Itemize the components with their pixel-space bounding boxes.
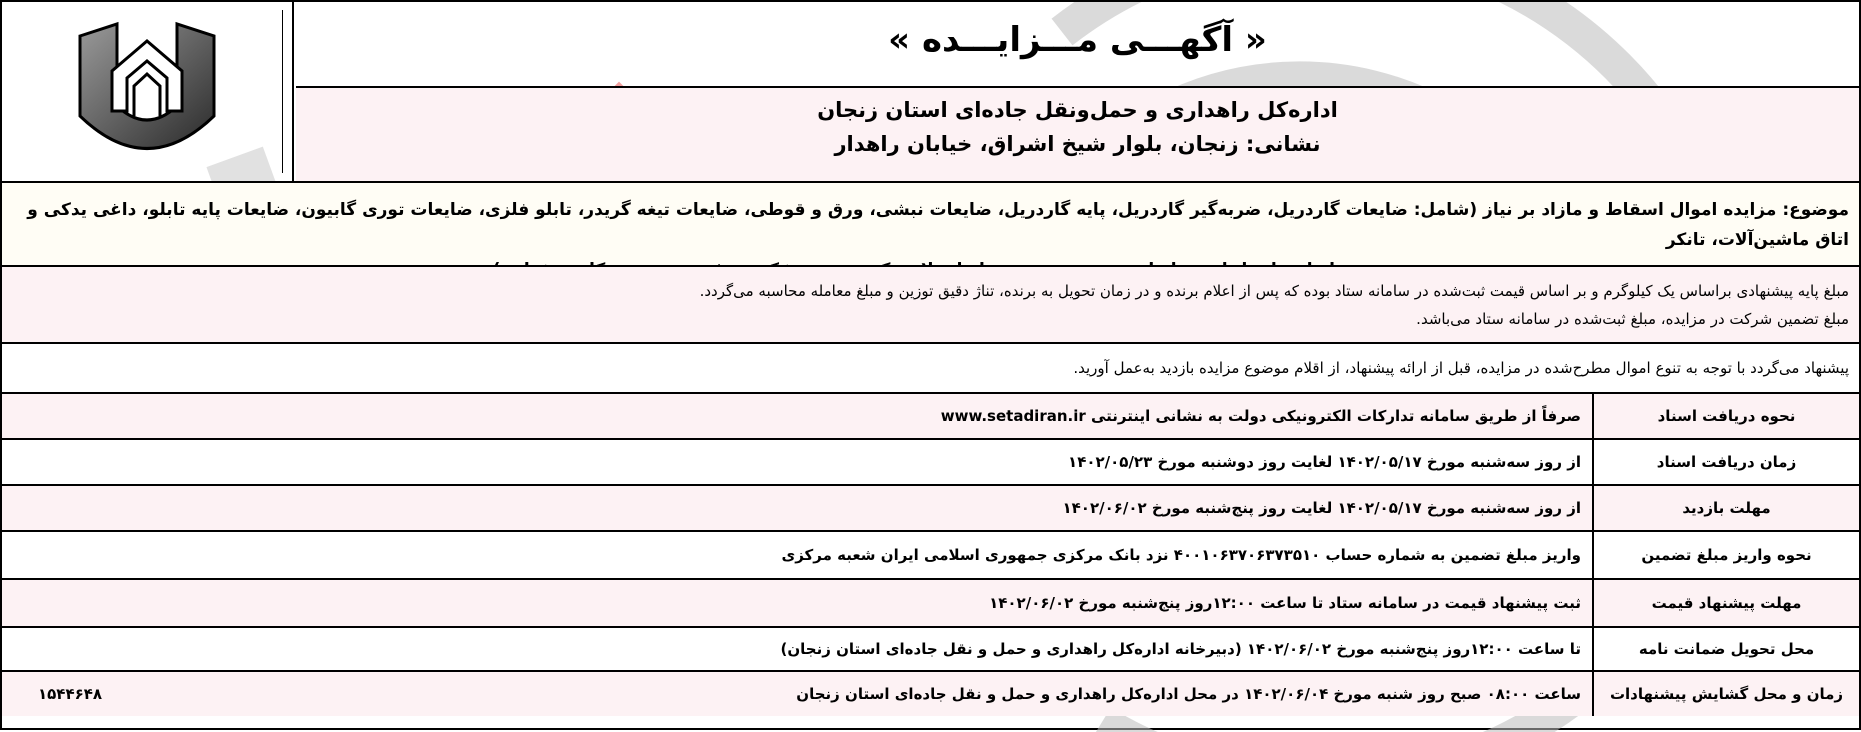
subject-line-1: موضوع: مزایده اموال اسقاط و مازاد بر نیاز (شامل: ضایعات گاردریل، ضربه‌گیر گاردریل، پایه گاردریل، ضایعات نبشی، ورق و قوطی، ضایعات تیغه گریدر، تابلو فلزی، ضایعات توری گابیون، ضایعات پایه تابلو، داغی یدکی و اتاق ماشین‌آلات، تانکر [27, 200, 1849, 250]
table-row [2, 628, 1859, 672]
base-price-section [2, 267, 1859, 344]
organization-address: نشانی: زنجان، بلوار شیخ اشراق، خیابان راهدار [834, 132, 1321, 156]
row-value: ساعت ۰۸:۰۰ صبح روز شنبه مورخ ۱۴۰۲/۰۶/۰۴ در محل اداره‌کل راهداری و حمل و نقل جاده‌ای استان زنجان [796, 685, 1581, 703]
base-price-line-2: مبلغ تضمین شرکت در مزایده، مبلغ ثبت‌شده در سامانه ستاد می‌باشد. [1416, 310, 1849, 328]
row-label: زمان و محل گشایش پیشنهادات [1592, 672, 1859, 716]
row-value: از روز سه‌شنبه مورخ ۱۴۰۲/۰۵/۱۷ لغایت روز دوشنبه مورخ ۱۴۰۲/۰۵/۲۳ [1068, 453, 1581, 471]
organization-name: اداره‌کل راهداری و حمل‌ونقل جاده‌ای استان زنجان [817, 98, 1338, 122]
row-label: مهلت پیشنهاد قیمت [1592, 580, 1859, 626]
notice-title: « آگهـــی مـــزایـــده » [888, 20, 1267, 60]
subject-section [2, 183, 1859, 267]
rmto-logo-icon [72, 16, 222, 166]
table-row [2, 440, 1859, 486]
organization-cell [296, 88, 1859, 181]
visit-advice-section [2, 344, 1859, 394]
table-row [2, 672, 1859, 716]
base-price-line-1: مبلغ پایه پیشنهادی براساس یک کیلوگرم و بر اساس قیمت ثبت‌شده در سامانه ستاد بوده که پس از اعلام برنده و در زمان تحویل به برنده، تناژ دقیق توزین و مبلغ معامله محاسبه می‌گردد. [699, 282, 1849, 300]
ad-code: ۱۵۴۴۶۴۸ [38, 685, 103, 703]
row-label: محل تحویل ضمانت نامه [1592, 628, 1859, 670]
logo-frame [12, 10, 283, 173]
row-label: زمان دریافت اسناد [1592, 440, 1859, 484]
row-value: واریز مبلغ تضمین به شماره حساب ۴۰۰۱۰۶۳۷۰۶۳۷۳۵۱۰ نزد بانک مرکزی جمهوری اسلامی ایران شعبه مرکزی [781, 546, 1581, 564]
row-value: ثبت پیشنهاد قیمت در سامانه ستاد تا ساعت ۱۲:۰۰روز پنج‌شنبه مورخ ۱۴۰۲/۰۶/۰۲ [989, 594, 1581, 612]
row-value: صرفاً از طریق سامانه تدارکات الکترونیکی دولت به نشانی اینترنتی www.setadiran.ir [940, 407, 1581, 425]
row-label: نحوه واریز مبلغ تضمین [1592, 532, 1859, 578]
table-row [2, 532, 1859, 580]
title-cell [296, 2, 1859, 88]
logo-cell [2, 2, 294, 181]
row-label: نحوه دریافت اسناد [1592, 394, 1859, 438]
table-row [2, 580, 1859, 628]
table-row [2, 486, 1859, 532]
notice-header [2, 2, 1859, 183]
row-value: از روز سه‌شنبه مورخ ۱۴۰۲/۰۵/۱۷ لغایت روز پنج‌شنبه مورخ ۱۴۰۲/۰۶/۰۲ [1062, 499, 1581, 517]
visit-advice-text: پیشنهاد می‌گردد با توجه به تنوع اموال مطرح‌شده در مزایده، قبل از ارائه پیشنهاد، از اقلام موضوع مزایده بازدید به‌عمل آورید. [1073, 359, 1849, 377]
row-value: تا ساعت ۱۲:۰۰روز پنج‌شنبه مورخ ۱۴۰۲/۰۶/۰۲ (دبیرخانه اداره‌کل راهداری و حمل و نقل جاده‌ای استان زنجان) [780, 640, 1581, 658]
table-row [2, 394, 1859, 440]
row-label: مهلت بازدید [1592, 486, 1859, 530]
details-table [2, 394, 1859, 716]
